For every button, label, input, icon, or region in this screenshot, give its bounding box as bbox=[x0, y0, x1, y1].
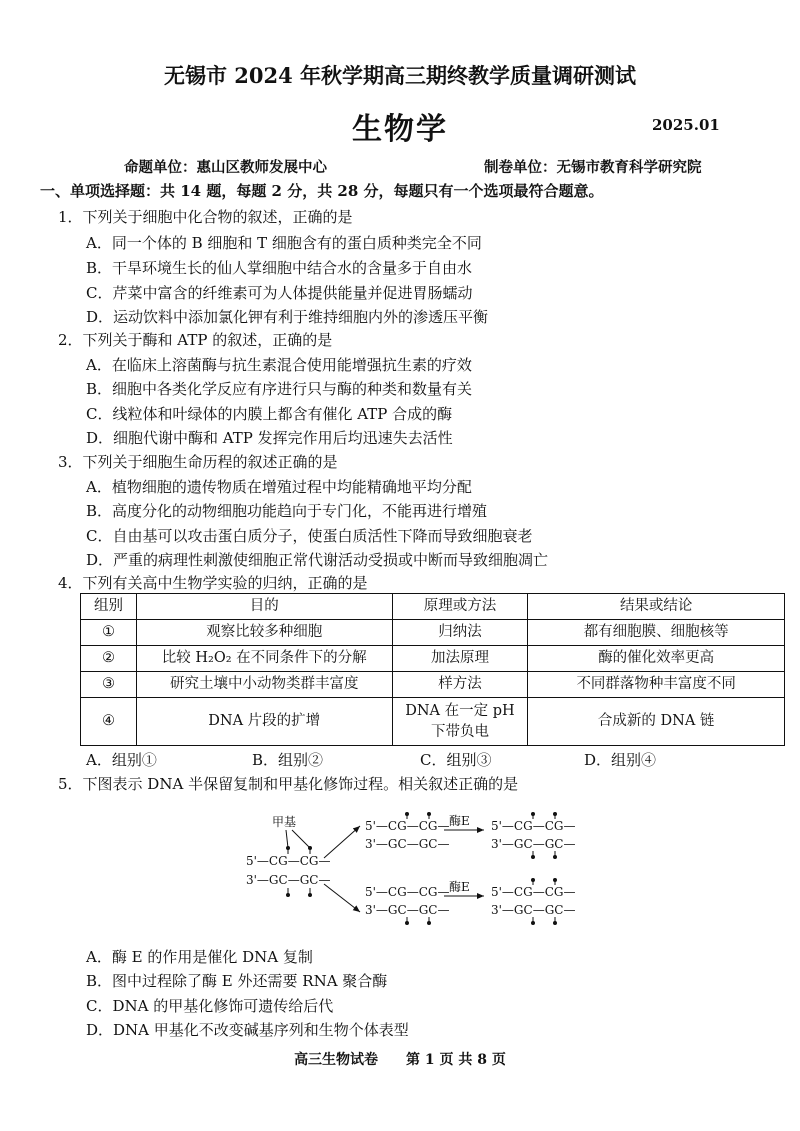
table-cell: ① bbox=[81, 620, 137, 646]
table-cell: ④ bbox=[81, 698, 137, 746]
methyl-pointer bbox=[286, 830, 288, 848]
option: A．同一个体的 B 细胞和 T 细胞含有的蛋白质种类完全不同 bbox=[86, 234, 482, 252]
enzyme-label: 酶E bbox=[449, 880, 470, 894]
proposer-unit: 命题单位：惠山区教师发展中心 bbox=[124, 159, 327, 176]
methyl-group bbox=[427, 921, 431, 925]
table-cell: 归纳法 bbox=[392, 620, 528, 646]
dna-top-strand: 5'—CG—CG— bbox=[365, 819, 450, 833]
question-stem: 3．下列关于细胞生命历程的叙述正确的是 bbox=[58, 453, 338, 471]
table-cell: 酶的催化效率更高 bbox=[528, 646, 785, 672]
option: B．图中过程除了酶 E 外还需要 RNA 聚合酶 bbox=[86, 972, 388, 990]
methyl-group bbox=[553, 855, 557, 859]
replication-arrow bbox=[324, 884, 360, 912]
table-cell: 加法原理 bbox=[392, 646, 528, 672]
option: D．DNA 甲基化不改变碱基序列和生物个体表型 bbox=[86, 1021, 409, 1039]
methyl-group bbox=[553, 921, 557, 925]
table-header-cell: 结果或结论 bbox=[528, 594, 785, 620]
methyl-group bbox=[405, 921, 409, 925]
question-stem: 5．下图表示 DNA 半保留复制和甲基化修饰过程。相关叙述正确的是 bbox=[58, 775, 519, 793]
table-header-row bbox=[81, 594, 785, 620]
page-footer: 高三生物试卷 第 1 页 共 8 页 bbox=[294, 1052, 506, 1068]
dna-top-strand: 5'—CG—CG— bbox=[365, 885, 450, 899]
table-row bbox=[81, 672, 785, 698]
table-row bbox=[81, 698, 785, 746]
option: B．组别② bbox=[252, 751, 324, 769]
option: B．细胞中各类化学反应有序进行只与酶的种类和数量有关 bbox=[86, 380, 473, 398]
exam-title: 无锡市 2024 年秋学期高三期终教学质量调研测试 bbox=[163, 63, 637, 88]
table-cell: ③ bbox=[81, 672, 137, 698]
option: A．在临床上溶菌酶与抗生素混合使用能增强抗生素的疗效 bbox=[86, 356, 472, 374]
table-header-cell: 组别 bbox=[81, 594, 137, 620]
option: D．组别④ bbox=[584, 751, 657, 769]
section-heading: 一、单项选择题：共 14 题，每题 2 分，共 28 分，每题只有一个选项最符合题意。 bbox=[40, 182, 604, 200]
table-cell: 合成新的 DNA 链 bbox=[528, 698, 785, 746]
subject-title: 生物学 bbox=[352, 112, 448, 147]
methyl-group bbox=[308, 893, 312, 897]
table-cell: 不同群落物种丰富度不同 bbox=[528, 672, 785, 698]
dna-bottom-strand: 3'—GC—GC— bbox=[491, 837, 576, 851]
option: B．干旱环境生长的仙人掌细胞中结合水的含量多于自由水 bbox=[86, 259, 473, 277]
table-row bbox=[81, 646, 785, 672]
table-cell: DNA 片段的扩增 bbox=[136, 698, 392, 746]
table-cell: ② bbox=[81, 646, 137, 672]
enzyme-label: 酶E bbox=[449, 814, 470, 828]
methyl-group bbox=[531, 921, 535, 925]
table-cell: 都有细胞膜、细胞核等 bbox=[528, 620, 785, 646]
option: D．严重的病理性刺激使细胞正常代谢活动受损或中断而导致细胞凋亡 bbox=[86, 551, 549, 569]
methyl-label: 甲基 bbox=[272, 815, 297, 829]
option: C．组别③ bbox=[420, 751, 492, 769]
exam-date: 2025.01 bbox=[652, 116, 720, 134]
option: C．自由基可以攻击蛋白质分子，使蛋白质活性下降而导致细胞衰老 bbox=[86, 527, 533, 545]
option: D．细胞代谢中酶和 ATP 发挥完作用后均迅速失去活性 bbox=[86, 429, 453, 447]
table-header-cell: 原理或方法 bbox=[392, 594, 528, 620]
table-cell: 观察比较多种细胞 bbox=[136, 620, 392, 646]
option: D．运动饮料中添加氯化钾有利于维持细胞内外的渗透压平衡 bbox=[86, 308, 489, 326]
option: C．线粒体和叶绿体的内膜上都含有催化 ATP 合成的酶 bbox=[86, 405, 453, 423]
table-row bbox=[81, 620, 785, 646]
dna-bottom-strand: 3'—GC—GC— bbox=[365, 903, 450, 917]
option: B．高度分化的动物细胞功能趋向于专门化，不能再进行增殖 bbox=[86, 502, 488, 520]
producer-unit: 制卷单位：无锡市教育科学研究院 bbox=[484, 159, 702, 176]
dna-bottom-strand: 3'—GC—GC— bbox=[365, 837, 450, 851]
experiment-table bbox=[80, 593, 785, 746]
dna-bottom-strand: 3'—GC—GC— bbox=[246, 873, 331, 887]
dna-bottom-strand: 3'—GC—GC— bbox=[491, 903, 576, 917]
replication-arrow bbox=[324, 826, 360, 858]
dna-top-strand: 5'—CG—CG— bbox=[491, 885, 576, 899]
dna-top-strand: 5'—CG—CG— bbox=[246, 854, 331, 868]
methyl-group bbox=[286, 893, 290, 897]
option: C．DNA 的甲基化修饰可遗传给后代 bbox=[86, 997, 334, 1015]
table-cell: 研究土壤中小动物类群丰富度 bbox=[136, 672, 392, 698]
option: A．酶 E 的作用是催化 DNA 复制 bbox=[86, 948, 313, 966]
question-stem: 2．下列关于酶和 ATP 的叙述，正确的是 bbox=[58, 331, 333, 349]
option: A．组别① bbox=[86, 751, 157, 769]
table-cell: 样方法 bbox=[392, 672, 528, 698]
question-stem: 1．下列关于细胞中化合物的叙述，正确的是 bbox=[58, 208, 353, 226]
option: A．植物细胞的遗传物质在增殖过程中均能精确地平均分配 bbox=[86, 478, 472, 496]
table-header-cell: 目的 bbox=[136, 594, 392, 620]
question-stem: 4．下列有关高中生物学实验的归纳，正确的是 bbox=[58, 574, 368, 592]
methyl-group bbox=[531, 855, 535, 859]
dna-methylation-diagram bbox=[240, 808, 580, 930]
methyl-pointer bbox=[292, 830, 310, 848]
option: C．芹菜中富含的纤维素可为人体提供能量并促进胃肠蠕动 bbox=[86, 284, 473, 302]
table-cell: DNA 在一定 pH 下带负电 bbox=[392, 698, 528, 746]
table-cell: 比较 H₂O₂ 在不同条件下的分解 bbox=[136, 646, 392, 672]
dna-top-strand: 5'—CG—CG— bbox=[491, 819, 576, 833]
